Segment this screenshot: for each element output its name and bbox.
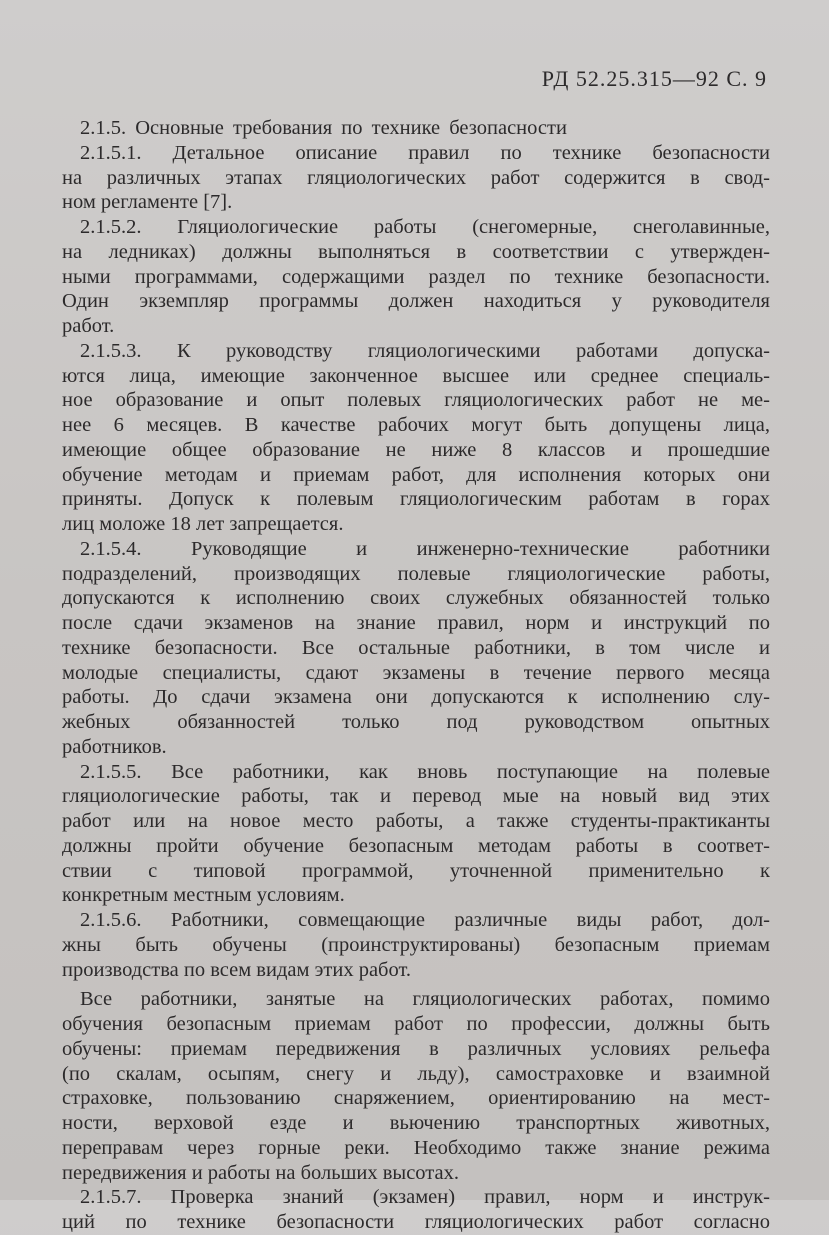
- text-line: подразделений, производящих полевые гляциологические работы,: [62, 562, 770, 585]
- text-line: лиц моложе 18 лет запрещается.: [62, 513, 344, 535]
- text-line: ными программами, содержащими раздел по технике безопасности.: [62, 265, 770, 288]
- text-line: 2.1.5.5. Все работники, как вновь поступающие на полевые: [80, 760, 770, 783]
- text-line: 2.1.5.3. К руководству гляциологическими работами допуска-: [80, 339, 770, 362]
- text-line: после сдачи экзаменов на знание правил, норм и инструкций по: [62, 612, 770, 634]
- text-line: работ или на новое место работы, а также студенты-практиканты: [62, 810, 770, 832]
- text-line: жебных обязанностей только под руководством опытных: [62, 711, 770, 733]
- text-line: жны быть обучены (проинструктированы) безопасным приемам: [62, 933, 770, 956]
- text-line: (по скалам, осыпям, снегу и льду), самостраховке и взаимной: [62, 1062, 770, 1085]
- document-body: [62, 116, 770, 1235]
- text-line: ются лица, имеющие законченное высшее или среднее специаль-: [62, 364, 770, 387]
- page-header: РД 52.25.315—92 С. 9: [541, 66, 767, 91]
- text-line: работы. До сдачи экзамена они допускаются к исполнению слу-: [62, 686, 770, 709]
- text-line: допускаются к исполнению своих служебных обязанностей только: [62, 587, 770, 610]
- text-line: должны пройти обучение безопасным методам работы в соответ-: [62, 834, 770, 857]
- text-line: работников.: [62, 735, 167, 758]
- text-line: Все работники, занятые на гляциологических работах, помимо: [80, 988, 770, 1011]
- text-line: передвижения и работы на больших высотах.: [62, 1161, 459, 1184]
- text-line: имеющие общее образование не ниже 8 классов и прошедшие: [62, 438, 770, 461]
- text-line: ное образование и опыт полевых гляциологических работ не ме-: [62, 389, 770, 412]
- text-line: 2.1.5.2. Гляциологические работы (снегомерные, снеголавинные,: [80, 216, 770, 238]
- section-heading: 2.1.5. Основные требования по технике безопасности: [80, 117, 567, 139]
- text-line: конкретным местным условиям.: [62, 884, 345, 907]
- text-line: ций по технике безопасности гляциологических работ согласно: [62, 1211, 770, 1233]
- text-line: молодые специалисты, сдают экзамены в течение первого месяца: [62, 661, 770, 684]
- text-line: гляциологические работы, так и перевод мые на новый вид этих: [62, 785, 770, 808]
- text-line: переправам через горные реки. Необходимо также знание режима: [62, 1136, 770, 1159]
- text-line: Один экземпляр программы должен находиться у руководителя: [62, 290, 770, 313]
- text-line: 2.1.5.1. Детальное описание правил по технике безопасности: [80, 141, 770, 164]
- text-line: 2.1.5.6. Работники, совмещающие различные виды работ, дол-: [80, 909, 770, 931]
- text-line: обучены: приемам передвижения в различных условиях рельефа: [62, 1037, 770, 1060]
- text-line: ности, верховой езде и вьючению транспортных животных,: [62, 1112, 770, 1134]
- text-line: приняты. Допуск к полевым гляциологическим работам в горах: [62, 488, 770, 511]
- text-line: обучения безопасным приемам работ по профессии, должны быть: [62, 1013, 770, 1035]
- text-line: работ.: [62, 315, 115, 337]
- text-line: производства по всем видам этих работ.: [62, 958, 411, 981]
- text-line: ном регламенте [7].: [62, 191, 233, 214]
- text-line: нее 6 месяцев. В качестве рабочих могут быть допущены лица,: [62, 414, 770, 436]
- text-line: технике безопасности. Все остальные работники, в том числе и: [62, 636, 770, 659]
- text-line: на различных этапах гляциологических работ содержится в свод-: [62, 166, 770, 189]
- text-line: 2.1.5.7. Проверка знаний (экзамен) правил, норм и инструк-: [80, 1186, 770, 1209]
- text-line: ствии с типовой программой, уточненной применительно к: [62, 859, 770, 882]
- text-line: 2.1.5.4. Руководящие и инженерно-технические работники: [80, 537, 770, 560]
- text-line: обучение методам и приемам работ, для исполнения которых они: [62, 463, 770, 486]
- text-line: на ледниках) должны выполняться в соответствии с утвержден-: [62, 240, 770, 263]
- text-line: страховке, пользованию снаряжением, ориентированию на мест-: [62, 1087, 770, 1110]
